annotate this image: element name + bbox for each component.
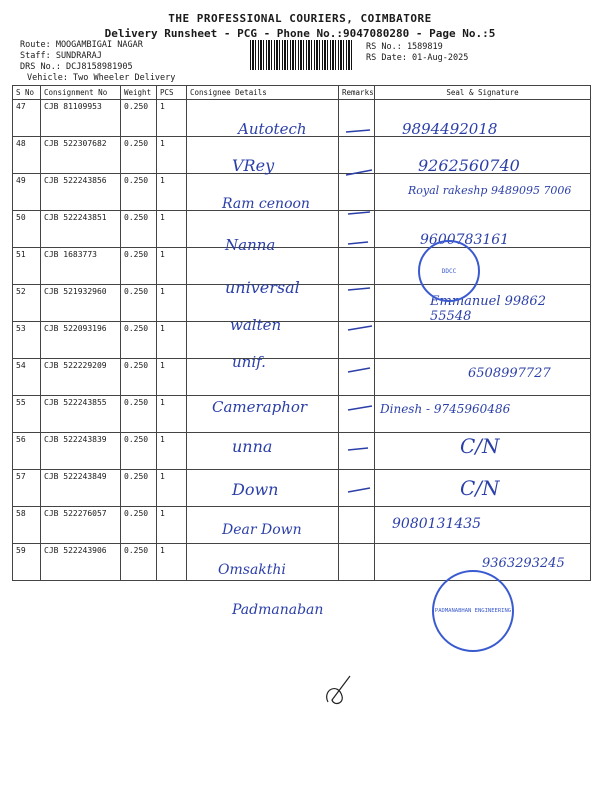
handwritten-consignee: Down xyxy=(232,480,279,499)
row-consignment: CJB 522243851 xyxy=(41,211,121,248)
row-weight: 0.250 xyxy=(121,174,157,211)
rs-number: RS No.: 1589819 xyxy=(366,42,443,52)
handwritten-signature: Royal rakeshp 9489095 7006 xyxy=(408,184,572,197)
handwritten-consignee: Padmanaban xyxy=(232,602,324,618)
row-pcs: 1 xyxy=(157,174,187,211)
handwritten-signature: 9262560740 xyxy=(418,156,520,175)
row-weight: 0.250 xyxy=(121,544,157,581)
row-signature xyxy=(375,248,591,285)
handwritten-consignee: universal xyxy=(225,278,300,297)
row-consignment: CJB 522243906 xyxy=(41,544,121,581)
handwritten-consignee: unna xyxy=(232,437,273,456)
row-weight: 0.250 xyxy=(121,285,157,322)
row-sno: 49 xyxy=(13,174,41,211)
row-pcs: 1 xyxy=(157,433,187,470)
row-sno: 50 xyxy=(13,211,41,248)
row-pcs: 1 xyxy=(157,137,187,174)
handwritten-signature: 9080131435 xyxy=(392,516,482,532)
row-weight: 0.250 xyxy=(121,100,157,137)
row-weight: 0.250 xyxy=(121,211,157,248)
vehicle-label: Vehicle: Two Wheeler Delivery xyxy=(27,73,176,83)
handwritten-consignee: VRey xyxy=(232,156,275,175)
table-row xyxy=(13,322,591,359)
handwritten-signature: 9363293245 xyxy=(482,556,565,571)
row-sno: 53 xyxy=(13,322,41,359)
runsheet-subtitle: Delivery Runsheet - PCG - Phone No.:9047080280 - Page No.:5 xyxy=(104,27,496,40)
row-weight: 0.250 xyxy=(121,322,157,359)
row-weight: 0.250 xyxy=(121,507,157,544)
row-consignment: CJB 522243856 xyxy=(41,174,121,211)
handwritten-consignee: Ram cenoon xyxy=(222,196,310,212)
handwritten-consignee: Cameraphor xyxy=(212,398,308,416)
row-pcs: 1 xyxy=(157,396,187,433)
handwritten-signature: Dinesh - 9745960486 xyxy=(380,402,511,416)
col-consignee: Consignee Details xyxy=(187,86,339,100)
row-pcs: 1 xyxy=(157,470,187,507)
row-consignment: CJB 522276057 xyxy=(41,507,121,544)
row-consignment: CJB 522229209 xyxy=(41,359,121,396)
handwritten-signature: 9894492018 xyxy=(402,120,498,138)
row-consignment: CJB 522093196 xyxy=(41,322,121,359)
engineering-stamp: DDCC xyxy=(418,240,480,302)
row-sno: 58 xyxy=(13,507,41,544)
row-consignment: CJB 521932960 xyxy=(41,285,121,322)
row-sno: 54 xyxy=(13,359,41,396)
drs-label: DRS No.: DCJ8158981905 xyxy=(20,62,133,72)
row-pcs: 1 xyxy=(157,544,187,581)
row-weight: 0.250 xyxy=(121,248,157,285)
col-weight: Weight xyxy=(121,86,157,100)
row-weight: 0.250 xyxy=(121,137,157,174)
row-consignment: CJB 81109953 xyxy=(41,100,121,137)
company-title: THE PROFESSIONAL COURIERS, COIMBATORE xyxy=(168,12,432,25)
table-row xyxy=(13,470,591,507)
row-sno: 47 xyxy=(13,100,41,137)
row-pcs: 1 xyxy=(157,359,187,396)
padmanabhan-stamp: PADMANABHAN ENGINEERING xyxy=(432,570,514,652)
row-consignment: CJB 522243855 xyxy=(41,396,121,433)
row-sno: 57 xyxy=(13,470,41,507)
row-pcs: 1 xyxy=(157,507,187,544)
row-signature xyxy=(375,322,591,359)
handwritten-consignee: unif. xyxy=(232,353,266,371)
handwritten-signature: 9600783161 xyxy=(420,232,510,248)
handwritten-signature: C/N xyxy=(460,434,500,458)
row-sno: 55 xyxy=(13,396,41,433)
row-sno: 59 xyxy=(13,544,41,581)
row-pcs: 1 xyxy=(157,322,187,359)
handwritten-signature: Emmanuel 99862 55548 xyxy=(430,294,546,324)
barcode xyxy=(250,40,354,70)
row-pcs: 1 xyxy=(157,248,187,285)
table-row xyxy=(13,248,591,285)
rs-date: RS Date: 01-Aug-2025 xyxy=(366,53,469,63)
row-pcs: 1 xyxy=(157,211,187,248)
row-weight: 0.250 xyxy=(121,396,157,433)
handwritten-consignee: Omsakthi xyxy=(218,562,286,578)
row-weight: 0.250 xyxy=(121,433,157,470)
row-remarks xyxy=(339,544,375,581)
handwritten-signature: 6508997727 xyxy=(468,366,551,381)
table-row xyxy=(13,433,591,470)
col-pcs: PCS xyxy=(157,86,187,100)
row-sno: 51 xyxy=(13,248,41,285)
staff-label: Staff: SUNDRARAJ xyxy=(20,51,102,61)
col-sno: S No xyxy=(13,86,41,100)
handwritten-consignee: Autotech xyxy=(238,120,307,138)
col-remarks: Remarks xyxy=(339,86,375,100)
col-consignment: Consignment No xyxy=(41,86,121,100)
route-label: Route: MOOGAMBIGAI NAGAR xyxy=(20,40,143,50)
handwritten-consignee: Nanna xyxy=(225,236,276,254)
row-pcs: 1 xyxy=(157,100,187,137)
table-header-row xyxy=(13,86,591,100)
row-sno: 48 xyxy=(13,137,41,174)
remark-marks xyxy=(340,110,380,530)
row-pcs: 1 xyxy=(157,285,187,322)
row-weight: 0.250 xyxy=(121,359,157,396)
row-consignment: CJB 522243849 xyxy=(41,470,121,507)
handwritten-consignee: Dear Down xyxy=(222,522,302,538)
col-signature: Seal & Signature xyxy=(375,86,591,100)
row-weight: 0.250 xyxy=(121,470,157,507)
row-consignment: CJB 1683773 xyxy=(41,248,121,285)
signature-scribble xyxy=(320,670,360,710)
row-sno: 56 xyxy=(13,433,41,470)
handwritten-consignee: walten xyxy=(230,316,282,334)
row-consignment: CJB 522243839 xyxy=(41,433,121,470)
row-sno: 52 xyxy=(13,285,41,322)
row-consignment: CJB 522307682 xyxy=(41,137,121,174)
handwritten-signature: C/N xyxy=(460,476,500,500)
